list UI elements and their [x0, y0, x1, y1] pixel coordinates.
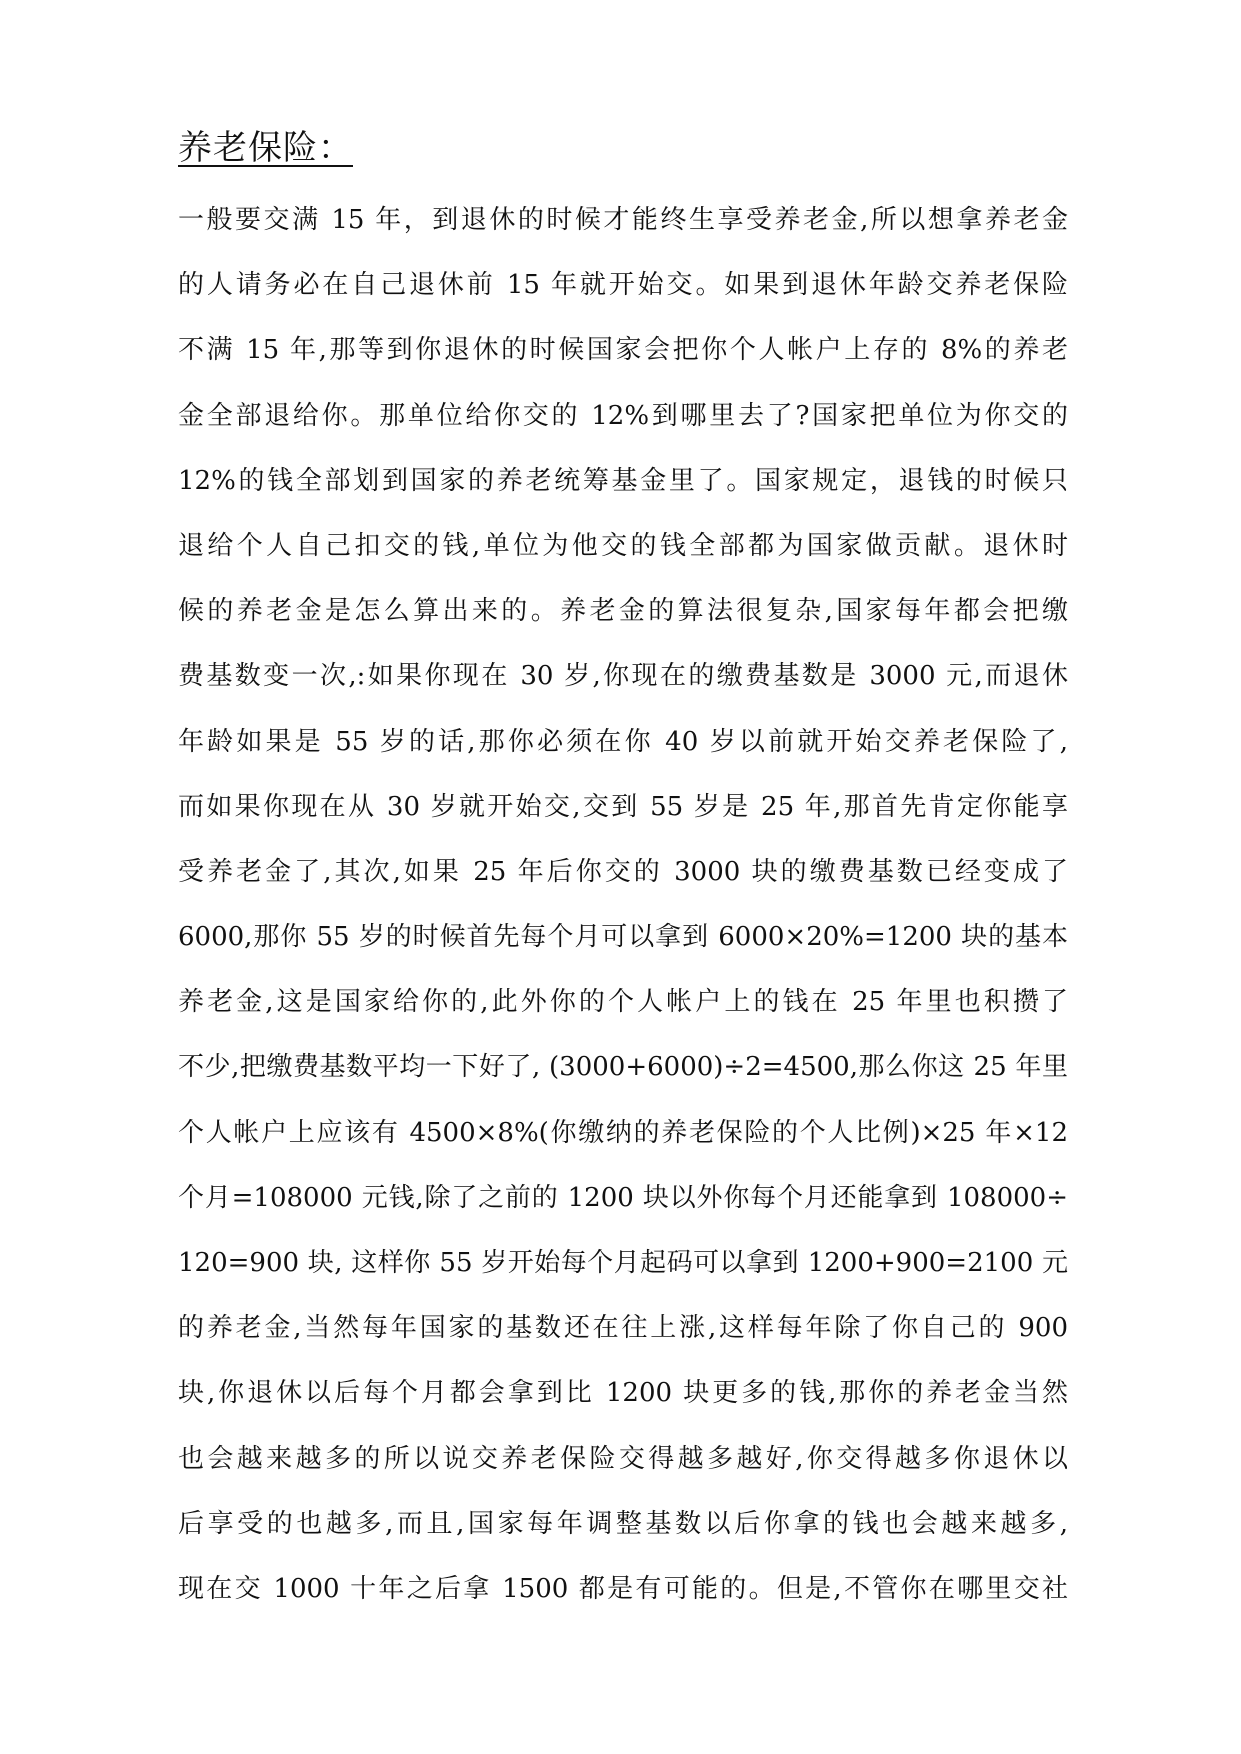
- text-line: 6000,那你 55 岁的时候首先每个月可以拿到 6000×20%=1200 块的基本: [178, 922, 1068, 953]
- text-line: 养老金,这是国家给你的,此外你的个人帐户上的钱在 25 年里也积攒了: [178, 987, 1068, 1018]
- text-line: 12%的钱全部划到国家的养老统筹基金里了。国家规定，退钱的时候只: [178, 465, 1068, 496]
- text-line: 也会越来越多的所以说交养老保险交得越多越好,你交得越多你退休以: [178, 1443, 1068, 1474]
- text-line: 年龄如果是 55 岁的话,那你必须在你 40 岁以前就开始交养老保险了,: [178, 726, 1068, 757]
- text-line: 一般要交满 15 年，到退休的时候才能终生享受养老金,所以想拿养老金: [178, 205, 1068, 235]
- text-line: 候的养老金是怎么算出来的。养老金的算法很复杂,国家每年都会把缴: [178, 596, 1068, 627]
- text-line: 费基数变一次,:如果你现在 30 岁,你现在的缴费基数是 3000 元,而退休: [178, 661, 1068, 692]
- text-line: 个人帐户上应该有 4500×8%(你缴纳的养老保险的个人比例)×25 年×12: [178, 1117, 1068, 1148]
- text-line: 现在交 1000 十年之后拿 1500 都是有可能的。但是,不管你在哪里交社: [178, 1573, 1068, 1604]
- body-paragraph: [178, 188, 1068, 1622]
- page-title-text: 养老保险：: [178, 128, 353, 168]
- text-line: 而如果你现在从 30 岁就开始交,交到 55 岁是 25 年,那首先肯定你能享: [178, 791, 1068, 822]
- text-line: 个月=108000 元钱,除了之前的 1200 块以外你每个月还能拿到 108000÷: [178, 1182, 1068, 1213]
- page-title: [178, 126, 389, 170]
- text-line: 退给个人自己扣交的钱,单位为他交的钱全部都为国家做贡献。退休时: [178, 530, 1068, 561]
- text-line: 受养老金了,其次,如果 25 年后你交的 3000 块的缴费基数已经变成了: [178, 856, 1068, 887]
- text-line: 金全部退给你。那单位给你交的 12%到哪里去了?国家把单位为你交的: [178, 400, 1068, 431]
- text-line: 后享受的也越多,而且,国家每年调整基数以后你拿的钱也会越来越多,: [178, 1508, 1068, 1539]
- text-line: 不满 15 年,那等到你退休的时候国家会把你个人帐户上存的 8%的养老: [178, 335, 1068, 366]
- text-line: 块,你退休以后每个月都会拿到比 1200 块更多的钱,那你的养老金当然: [178, 1378, 1068, 1409]
- text-line: 不少,把缴费基数平均一下好了, (3000+6000)÷2=4500,那么你这 25 年里: [178, 1052, 1068, 1083]
- text-line: 的养老金,当然每年国家的基数还在往上涨,这样每年除了你自己的 900: [178, 1313, 1068, 1344]
- text-line: 120=900 块, 这样你 55 岁开始每个月起码可以拿到 1200+900=2100 元: [178, 1248, 1068, 1278]
- text-line: 的人请务必在自己退休前 15 年就开始交。如果到退休年龄交养老保险: [178, 270, 1068, 301]
